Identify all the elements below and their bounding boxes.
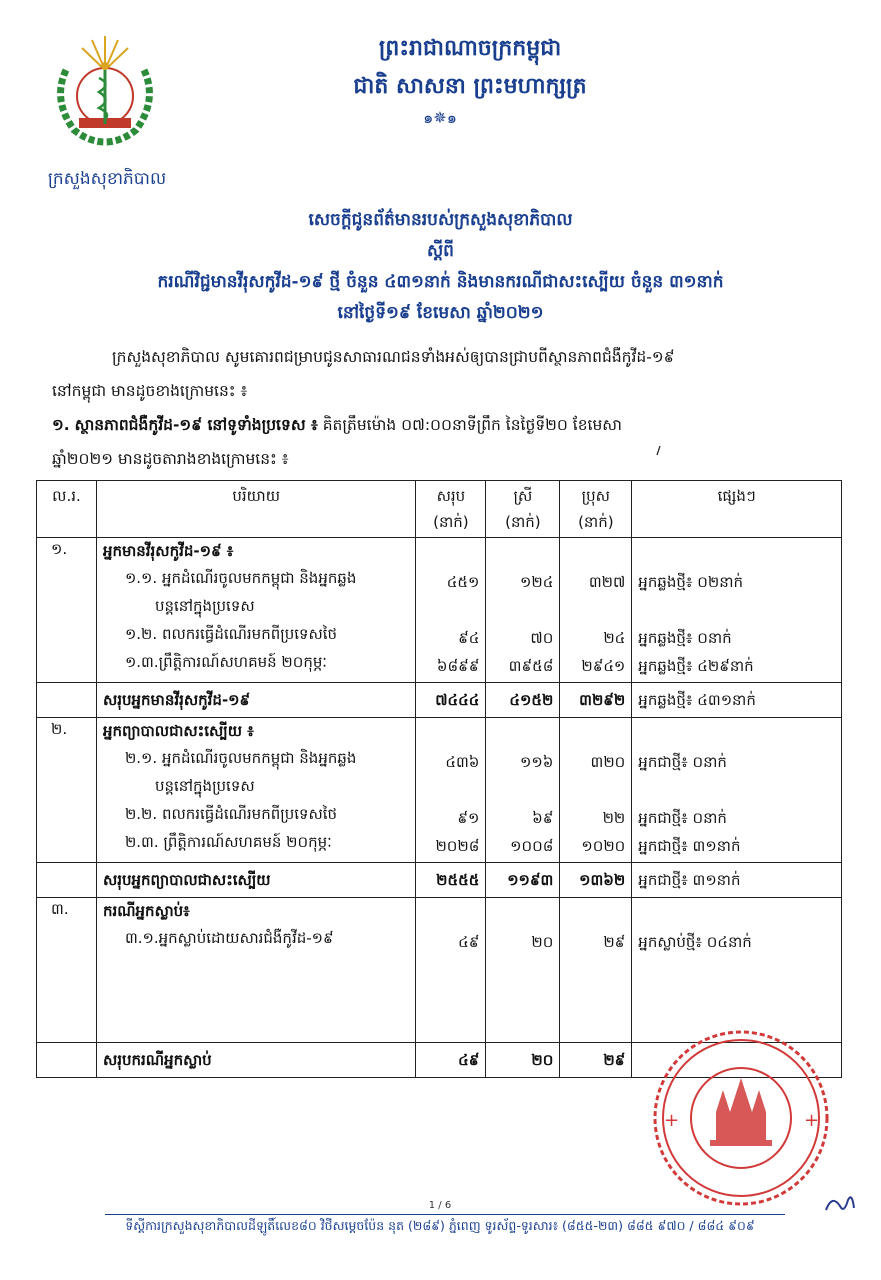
row-label-line: ២.១. អ្នកដំណើរចូលមកកម្ពុជា និងអ្នកឆ្លង <box>124 749 357 767</box>
intro-line-1: ក្រសួងសុខាភិបាល សូមគោរពជម្រាបជូនសាធារណជនទាំងអស់ឲ្យបានជ្រាបពីស្ថានភាពជំងឺកូវីដ-១៩ <box>112 348 675 366</box>
ornament: ๑✵๑ <box>423 108 457 127</box>
cell-female: ៣៩៥៨ <box>508 657 554 675</box>
row-label: ២.២. ពលករធ្វើដំណើរមកពីប្រទេសថៃ <box>124 805 338 823</box>
cell-female: ១០០៨ <box>510 837 554 855</box>
col-female-label: ស្រី <box>513 487 533 505</box>
col-female-unit: (នាក់) <box>505 513 541 531</box>
cell-male: ២៩ <box>603 933 626 951</box>
row-label <box>103 744 410 800</box>
total-sum: ២៥៥៥ <box>416 863 486 898</box>
pen-mark <box>652 444 664 456</box>
total-sum: ៧៤៤៤ <box>416 683 486 718</box>
group-total-row <box>37 863 842 898</box>
col-no: ល.រ. <box>37 481 97 538</box>
cell-total: ៤៣៦ <box>445 753 480 771</box>
row-label: ២.៣. ព្រឹត្តិការណ៍សហគមន៍ ២០កុម្ភៈ <box>124 833 332 851</box>
cell-male: ២២ <box>602 809 626 827</box>
cell-male: ៣២៧ <box>588 573 626 591</box>
title-line-4: នៅថ្ងៃទី១៩ ខែមេសា ឆ្នាំ២០២១ <box>337 303 544 323</box>
kingdom-line-1: ព្រះរាជាណាចក្រកម្ពុជា <box>378 36 562 61</box>
cell-note: អ្នកឆ្លងថ្មី៖ ០២នាក់ <box>638 573 744 591</box>
table-header-row <box>37 481 842 538</box>
group-title: ករណីអ្នកស្លាប់៖ <box>102 902 190 920</box>
col-other: ផ្សេងៗ <box>632 481 842 538</box>
section-title: ស្ថានភាពជំងឺកូវីដ-១៩ នៅទូទាំងប្រទេស ៖ <box>74 416 318 434</box>
female-values <box>486 898 560 1043</box>
group-title: អ្នកព្យាបាលជាសះស្បើយ ៖ <box>102 722 254 740</box>
col-female <box>486 481 560 538</box>
note-values <box>632 898 842 1043</box>
cell-total: ៤៩ <box>458 933 480 951</box>
cell-note: អ្នកជាថ្មី៖ ០នាក់ <box>638 753 727 771</box>
cell-total: ២០២៨ <box>435 837 480 855</box>
svg-text:+: + <box>804 1110 820 1131</box>
kingdom-motto <box>270 30 670 106</box>
cell-male: ១០២០ <box>581 837 626 855</box>
female-values <box>486 718 560 863</box>
total-values <box>416 718 486 863</box>
total-label: សរុបអ្នកព្យាបាលជាសះស្បើយ <box>96 863 416 898</box>
total-female: ៤១៥២ <box>486 683 560 718</box>
group-description <box>96 898 416 1043</box>
cell-female: ២០ <box>531 933 554 951</box>
covid-status-table <box>36 480 842 1078</box>
male-values <box>560 538 632 683</box>
note-values <box>632 718 842 863</box>
row-label <box>103 564 410 620</box>
total-male: ២៩ <box>560 1043 632 1078</box>
female-values <box>486 538 560 683</box>
group-title: អ្នកមានវីរុសកូវីដ-១៩ ៖ <box>102 542 234 560</box>
male-values <box>560 898 632 1043</box>
page-number: 1 / 6 <box>428 1200 452 1211</box>
row-label: ៣.១.អ្នកស្លាប់ដោយសារជំងឺកូវីដ-១៩ <box>124 929 334 947</box>
ministry-logo <box>44 30 166 154</box>
intro-line-4: ឆ្នាំ២០២១ មានដូចតារាងខាងក្រោមនេះ ៖ <box>52 450 289 468</box>
col-total-label: សរុប <box>436 487 466 505</box>
total-note: អ្នកឆ្លងថ្មី៖ ៤៣១នាក់ <box>632 683 842 718</box>
cell-note: អ្នកឆ្លងថ្មី៖ ០នាក់ <box>638 629 732 647</box>
col-male-unit: (នាក់) <box>578 513 614 531</box>
row-label-continuation: បន្តនៅក្នុងប្រទេស <box>154 777 255 795</box>
cell-male: ២៩៤១ <box>581 657 626 675</box>
cell-note: អ្នកជាថ្មី៖ ០នាក់ <box>638 809 727 827</box>
total-male: ៣២៩២ <box>560 683 632 718</box>
footer-address: ទីស្តីការក្រសួងសុខាភិបាលដីឡូតិ៍លេខ៨០ វិថីសម្តេចប៉ែន នុត (២៨៩) ភ្នំពេញ ទូរស័ព្ទ-ទូរសារ៖ (៨៥៥-២៣) ៨៨៥ ៩៧០ / ៨៨៤ ៩០៩ <box>125 1218 755 1233</box>
document-title <box>20 205 861 329</box>
cell-male: ២៤ <box>603 629 626 647</box>
cell-male: ៣២០ <box>590 753 626 771</box>
signature <box>822 1190 858 1220</box>
total-values <box>416 898 486 1043</box>
section-number: ១. <box>52 416 70 434</box>
note-values <box>632 538 842 683</box>
cell-female: ១១៦ <box>520 753 554 771</box>
group-description <box>96 538 416 683</box>
section-heading <box>52 408 832 442</box>
row-label: ១.៣.ព្រឹត្តិការណ៍សហគមន៍ ២០កុម្ភៈ <box>124 653 327 671</box>
cell-note: អ្នកជាថ្មី៖ ៣១នាក់ <box>638 837 741 855</box>
kingdom-line-2: ជាតិ សាសនា ព្រះមហាក្សត្រ <box>353 74 587 99</box>
cell-female: ១២៤ <box>520 573 554 591</box>
row-label-continuation: បន្តនៅក្នុងប្រទេស <box>154 597 255 615</box>
cell-total: ៩៤ <box>458 629 480 647</box>
total-label: សរុបអ្នកមានវីរុសកូវីដ-១៩ <box>96 683 416 718</box>
cell-female: ៦៩ <box>532 809 554 827</box>
group-row-deaths <box>37 898 842 1043</box>
group-number: ២. <box>37 718 97 863</box>
cell-note: អ្នកឆ្លងថ្មី៖ ៤២៩នាក់ <box>638 657 754 675</box>
total-note: អ្នកជាថ្មី៖ ៣១នាក់ <box>632 863 842 898</box>
title-line-2: ស្តីពី <box>427 241 454 261</box>
footer-divider <box>105 1214 785 1215</box>
group-row-recovered <box>37 718 842 863</box>
col-total <box>416 481 486 538</box>
col-male-label: ប្រុស <box>581 487 610 505</box>
row-label-line: ១.១. អ្នកដំណើរចូលមកកម្ពុជា និងអ្នកឆ្លង <box>124 569 357 587</box>
total-female: ២០ <box>486 1043 560 1078</box>
official-stamp <box>650 1028 832 1208</box>
total-values <box>416 538 486 683</box>
group-number: ៣. <box>37 898 97 1043</box>
section-rest: គិតត្រឹមម៉ោង ០៧:០០នាទីព្រឹក នៃថ្ងៃទី២០ ខែមេសា <box>317 416 622 434</box>
intro-paragraph <box>52 340 832 476</box>
cell-female: ៧០ <box>530 629 554 647</box>
cell-note: អ្នកស្លាប់ថ្មី៖ ០៤នាក់ <box>638 933 752 951</box>
row-label: ១.២. ពលករធ្វើដំណើរមកពីប្រទេសថៃ <box>124 625 338 643</box>
col-total-unit: (នាក់) <box>433 513 469 531</box>
total-male: ១៣៦២ <box>560 863 632 898</box>
total-label: សរុបករណីអ្នកស្លាប់ <box>96 1043 416 1078</box>
col-male <box>560 481 632 538</box>
cell-total: ៤៥១ <box>446 573 480 591</box>
total-sum: ៤៩ <box>416 1043 486 1078</box>
cell-total: ៦៨៩៩ <box>436 657 480 675</box>
group-number: ១. <box>37 538 97 683</box>
svg-text:+: + <box>664 1110 680 1131</box>
col-description: បរិយាយ <box>96 481 416 538</box>
title-line-1: សេចក្តីជូនព័ត៌មានរបស់ក្រសួងសុខាភិបាល <box>308 210 573 230</box>
ministry-name: ក្រសួងសុខាភិបាល <box>47 169 167 189</box>
group-total-row <box>37 683 842 718</box>
male-values <box>560 718 632 863</box>
group-description <box>96 718 416 863</box>
intro-line-2: នៅកម្ពុជា មានដូចខាងក្រោមនេះ ៖ <box>52 382 248 400</box>
group-row-cases <box>37 538 842 683</box>
cell-total: ៩១ <box>457 809 480 827</box>
total-female: ១១៩៣ <box>486 863 560 898</box>
title-line-3: ករណីវិជ្ជមានវីរុសកូវីដ-១៩ ថ្មី ចំនួន ៤៣១នាក់ និងមានករណីជាសះស្បើយ ចំនួន ៣១នាក់ <box>157 272 724 292</box>
